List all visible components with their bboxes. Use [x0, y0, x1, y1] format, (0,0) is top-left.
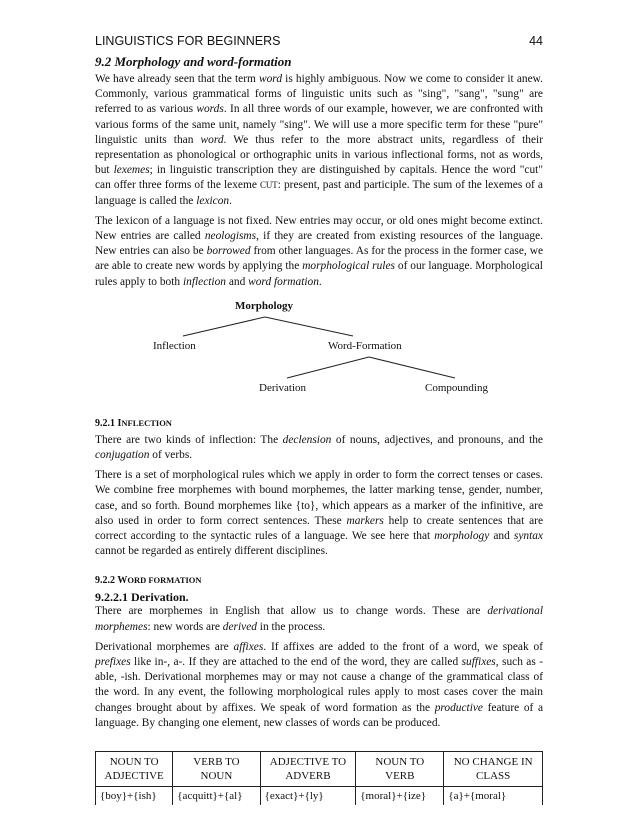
- text-run: : new words are: [147, 620, 223, 633]
- section-heading-9-2-2: [95, 575, 543, 586]
- table-header-cell: VERB TO NOUN: [173, 752, 260, 787]
- section-heading-9-2: 9.2 Morphology and word-formation: [95, 54, 292, 69]
- heading-number: 9.2.1 I: [95, 417, 122, 429]
- text-run: help to create sentences that are correct according to the syntactic rules of a language. We see here that: [95, 514, 543, 543]
- text-run: like in-, a-. If they are attached to the end of the word, they are called: [130, 656, 462, 669]
- paragraph: [95, 640, 543, 731]
- text-run: of our language. Morphological rules apply to both: [95, 260, 543, 288]
- branch-line: [183, 317, 265, 336]
- text-run: ; in linguistic transcription they are distinguished by capitals. Hence the word "cut" can offer three forms of the lexeme: [95, 164, 543, 192]
- table-cell: {a}+{moral}: [444, 787, 543, 806]
- paragraph: [95, 72, 543, 209]
- table-cell: {exact}+{ly}: [260, 787, 356, 806]
- tree-node-inflection: Inflection: [153, 339, 196, 352]
- heading-title: ORD FORMATION: [127, 575, 202, 586]
- text-run: The lexicon of a language is not fixed. New entries may occur, or old ones might become extinct. New entries are called: [95, 214, 543, 243]
- emphasis-term: word: [200, 133, 224, 146]
- lexeme-caps: CUT: [259, 180, 278, 191]
- tree-node-morphology: Morphology: [235, 299, 294, 312]
- emphasis-term: lexemes: [113, 164, 150, 177]
- branch-line: [265, 317, 353, 336]
- emphasis-term: lexicon: [196, 194, 230, 207]
- emphasis-term: suffixes,: [461, 656, 499, 669]
- tree-node-compounding: Compounding: [425, 381, 488, 394]
- text-run: from other languages. As for the process in the former case, we are able to create new words by applying the: [95, 245, 544, 273]
- branch-line: [287, 357, 369, 378]
- emphasis-term: derived: [222, 620, 257, 633]
- table-cell: {moral}+{ize}: [356, 787, 444, 806]
- page-number: 44: [529, 34, 543, 48]
- table-row: [96, 787, 543, 806]
- running-head: LINGUISTICS FOR BEGINNERS: [95, 34, 281, 48]
- text-run: . In all three words of our example, however, we are confronted with various forms of the same unit, namely "sing". We will use a more specific term for these "pure" linguistic units than: [95, 103, 543, 146]
- text-run: . We thus refer to the more abstract units, regardless of their representation as phonological or orthographic units in various inflectional forms, not as words, but: [95, 133, 543, 177]
- branch-line: [369, 357, 455, 378]
- table-header-cell: ADJECTIVE TO ADVERB: [260, 752, 356, 787]
- text-run: is highly ambiguous. Now we come to consider it anew. Commonly, various grammatical forms of linguistic units such as "sing", "sang", "sung" are referred to as various: [95, 73, 543, 116]
- paragraph: [95, 604, 543, 634]
- text-run: There are morphemes in English that allow us to change words. These are: [95, 605, 488, 618]
- text-run: and: [225, 275, 249, 288]
- section-heading-9-2-1: [95, 418, 543, 429]
- emphasis-term: neologisms: [204, 230, 257, 243]
- emphasis-term: syntax: [513, 530, 543, 543]
- emphasis-term: markers: [346, 514, 384, 527]
- paragraph: [95, 214, 543, 290]
- table-cell: {boy}+{ish}: [96, 787, 173, 806]
- text-run: of verbs.: [149, 449, 193, 462]
- emphasis-term: borrowed: [206, 245, 251, 258]
- derivation-table: [95, 751, 543, 805]
- table-header-row: [96, 752, 543, 787]
- text-run: : present, past and participle. The sum of the lexemes of a language is called the: [95, 179, 543, 207]
- tree-node-word-formation: Word-Formation: [328, 339, 402, 352]
- emphasis-term: derivational morphemes: [95, 605, 543, 633]
- page-body: [95, 54, 543, 805]
- text-run: , if they are created from existing resources of the language. New entries can also be: [95, 230, 544, 258]
- text-run: There are two kinds of inflection: The: [95, 433, 283, 446]
- text-run: There is a set of morphological rules which we apply in order to form the correct tenses or cases. We combine free morphemes with bound morphemes, the latter marking tense, gender, number, case, and so forth. Bound morphemes like {to}, which appears as a marker of the infinitive, are also used in order to form correct sentences. These: [95, 469, 543, 527]
- text-run: We have already seen that the term: [95, 73, 260, 85]
- paragraph: [95, 433, 543, 463]
- text-run: cannot be regarded as entirely different disciplines.: [95, 545, 328, 558]
- subsection-heading-derivation: 9.2.2.1 Derivation.: [95, 590, 189, 605]
- emphasis-term: morphology: [434, 530, 490, 543]
- emphasis-term: prefixes: [95, 656, 131, 669]
- paragraph: [95, 468, 543, 559]
- text-run: in the process.: [256, 620, 326, 633]
- text-run: .: [229, 194, 232, 207]
- emphasis-term: word formation: [248, 275, 319, 288]
- table-cell: {acquitt}+{al}: [173, 787, 260, 806]
- emphasis-term: productive: [434, 701, 483, 714]
- emphasis-term: word: [259, 73, 283, 85]
- text-run: Derivational morphemes are: [95, 640, 234, 653]
- emphasis-term: words: [196, 103, 224, 116]
- text-run: of nouns, adjectives, and pronouns, and the: [331, 433, 543, 446]
- tree-node-derivation: Derivation: [259, 381, 307, 394]
- heading-number: 9.2.2 W: [95, 575, 128, 587]
- emphasis-term: morphological rules: [302, 260, 395, 273]
- text-run: feature of a language. By changing one element, new classes of words can be produced.: [95, 701, 544, 729]
- heading-title: NFLECTION: [121, 417, 172, 428]
- table-header-cell: NO CHANGE IN CLASS: [444, 752, 543, 787]
- text-run: and: [489, 530, 514, 543]
- emphasis-term: declension: [282, 433, 332, 446]
- text-run: . If affixes are added to the front of a word, we speak of: [263, 640, 544, 653]
- morphology-tree-diagram: [95, 296, 543, 404]
- emphasis-term: conjugation: [95, 449, 150, 462]
- table-header-cell: NOUN TO ADJECTIVE: [96, 752, 173, 787]
- emphasis-term: affixes: [233, 640, 264, 653]
- emphasis-term: inflection: [182, 275, 226, 288]
- text-run: .: [318, 275, 322, 288]
- text-run: such as -able, -ish. Derivational morphemes may or may not cause a change of the grammatical class of the word. In any event, the following morphological rules apply to most cases cover the main changes brought about by affixes. We speak of word formation as the: [95, 656, 543, 714]
- table-header-cell: NOUN TO VERB: [356, 752, 444, 787]
